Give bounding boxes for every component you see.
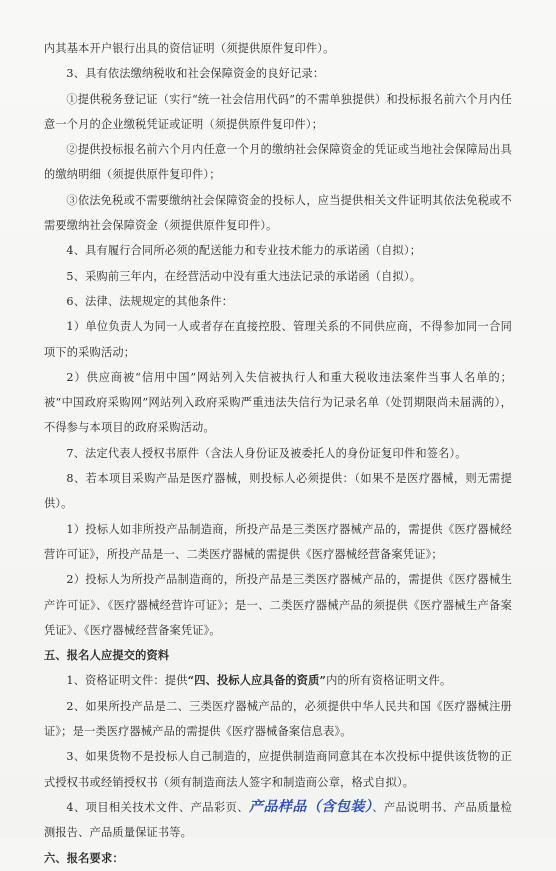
paragraph-text: 4、项目相关技术文件、产品彩页、 <box>66 800 249 814</box>
paragraph: 内其基本开户银行出具的资信证明（须提供原件复印件）。 <box>44 42 335 55</box>
paragraph <box>44 795 512 846</box>
paragraph: 4、具有履行合同所必须的配送能力和专业技术能力的承诺函（自拟）； <box>66 244 422 258</box>
paragraph: 6、法律、法规规定的其他条件： <box>66 294 234 308</box>
paragraph-text: 、产品说明书、产品质量检测报告、产品质量保证书等。 <box>44 800 512 840</box>
paragraph: 7、法定代表人授权书原件（含法人身份证及被委托人的身份证复印件和签名）。 <box>66 446 467 460</box>
paragraph: 8、若本项目采购产品是医疗器械，则投标人必须提供：（如果不是医疗器械，则无需提供）。 <box>44 472 512 511</box>
paragraph: 1）投标人如非所投产品制造商，所投产品是三类医疗器械产品的，需提供《医疗器械经营许可证》，所投产品是一、二类医疗器械的需提供《医疗器械经营备案凭证》； <box>44 522 512 561</box>
section-heading: 五、报名人应提交的资料 <box>44 648 170 663</box>
paragraph: 2、如果所投产品是二、三类医疗器械产品的，必须提供中华人民共和国《医疗器械注册证》；是一类医疗器械产品的需提供《医疗器械备案信息表》。 <box>44 699 512 739</box>
handwritten-annotation: 产品样品（含包装） <box>248 798 373 815</box>
paragraph: ①提供税务登记证（实行“统一社会信用代码”的不需单独提供）和投标报名前六个月内任意一个月的企业缴税凭证或证明（须提供原件复印件）； <box>44 92 512 131</box>
paragraph-text: 内的所有资格证明文件。 <box>326 674 452 688</box>
section-heading: 六、报名要求： <box>44 850 124 865</box>
paragraph: ③依法免税或不需要缴纳社会保障资金的投标人，应当提供相关文件证明其依法免税或不需要缴纳社会保障资金（须提供原件复印件）。 <box>44 193 512 233</box>
paragraph: ②提供投标报名前六个月内任意一个月的缴纳社会保障资金的凭证或当地社会保障局出具的缴纳明细（须提供原件复印件）； <box>44 143 512 182</box>
paragraph: 2）供应商被“信用中国”网站列入失信被执行人和重大税收违法案件当事人名单的；被“中国政府采购网”网站列入政府采购严重违法失信行为记录名单（处罚期限尚未届满的），不得参与本项目的政府采购活动。 <box>44 370 512 435</box>
paragraph: 1）单位负责人为同一人或者存在直接控股、管理关系的不同供应商，不得参加同一合同项下的采购活动； <box>44 320 512 359</box>
paragraph: 2）投标人为所投产品制造商的，所投产品是三类医疗器械产品的，需提供《医疗器械生产许可证》、《医疗器械经营许可证》；是一、二类医疗器械产品的须提供《医疗器械生产备案凭证》、《医疗器械经营备案凭证》。 <box>44 573 512 637</box>
paragraph: 3、如果货物不是投标人自己制造的，应提供制造商同意其在本次投标中提供该货物的正式授权书或经销授权书（须有制造商法人签字和制造商公章，格式自拟）。 <box>44 750 512 789</box>
paragraph <box>44 668 512 693</box>
paragraph: 5、采购前三年内，在经营活动中没有重大违法记录的承诺函（自拟）。 <box>66 269 422 283</box>
paragraph: 3、具有依法缴纳税收和社会保障资金的良好记录： <box>66 67 325 81</box>
emphasis-text: “四、投标人应具备的资质” <box>187 673 327 688</box>
paragraph-text: 1、资格证明文件：提供 <box>66 674 188 688</box>
